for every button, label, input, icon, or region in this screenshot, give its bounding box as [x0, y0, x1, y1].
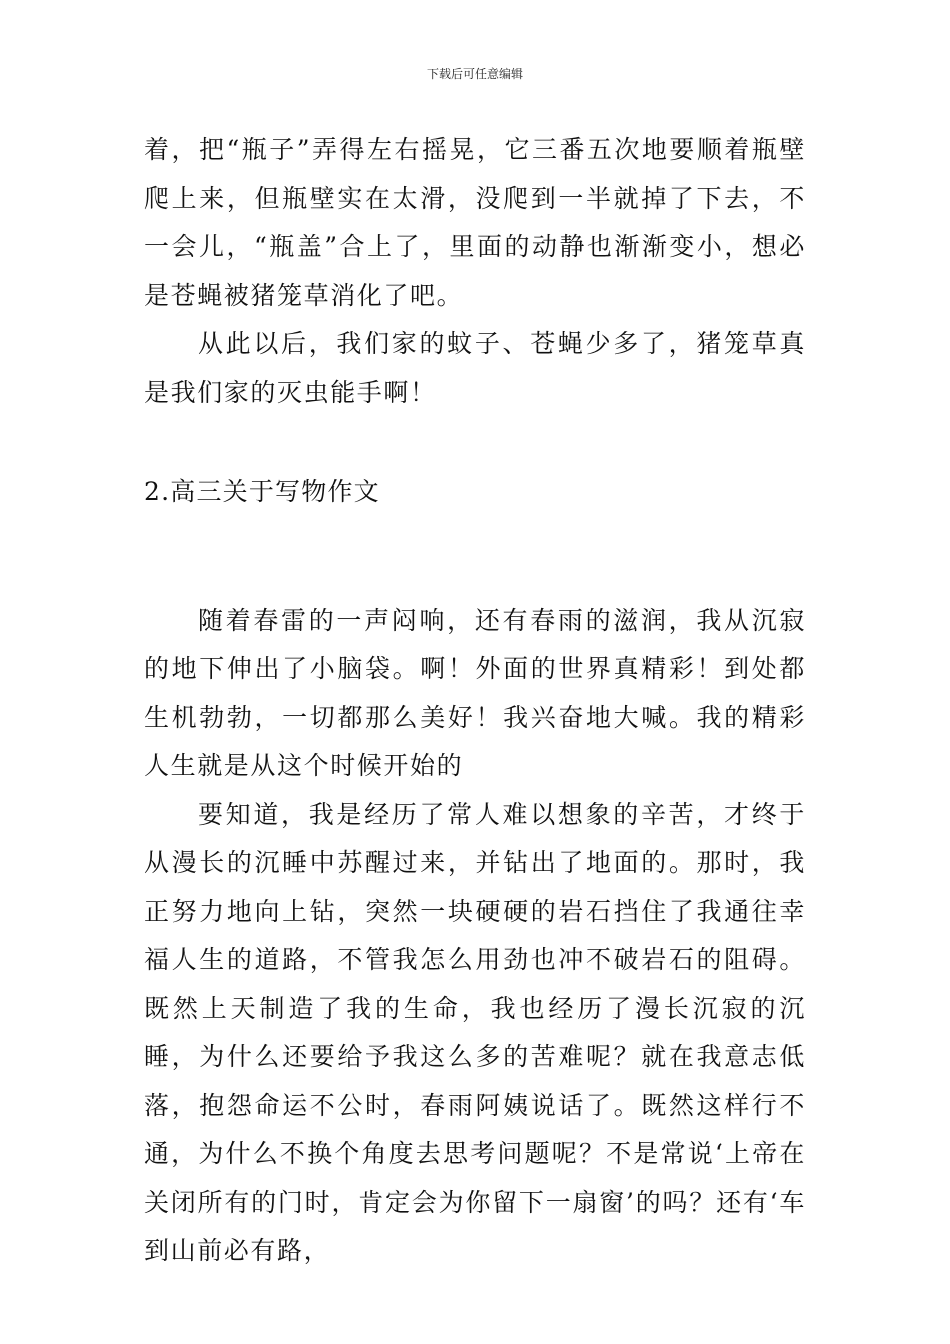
document-body: [144, 126, 806, 1276]
spacer: [144, 417, 806, 468]
section-title: 2.高三关于写物作文: [144, 477, 380, 506]
paragraph-1: 着，把“瓶子”弄得左右摇晃，它三番五次地要顺着瓶壁爬上来，但瓶壁实在太滑，没爬到一半就掉了下去，不一会儿，“瓶盖”合上了，里面的动静也渐渐变小，想必是苍蝇被猪笼草消化了吧。: [144, 135, 806, 310]
page-header-note: 下载后可任意编辑: [426, 67, 523, 81]
paragraph-4: 要知道，我是经历了常人难以想象的辛苦，才终于从漫长的沉睡中苏醒过来，并钻出了地面的。那时，我正努力地向上钻，突然一块硬硬的岩石挡住了我通往幸福人生的道路，不管我怎么用劲也冲不破岩石的阻碍。既然上天制造了我的生命，我也经历了漫长沉寂的沉睡，为什么还要给予我这么多的苦难呢？就在我意志低落，抱怨命运不公时，春雨阿姨说话了。既然这样行不通，为什么不换个角度去思考问题呢？不是常说‘上帝在关闭所有的门时，肯定会为你留下一扇窗’的吗？还有‘车到山前必有路，: [144, 799, 806, 1265]
spacer: [144, 517, 806, 597]
paragraph-3: 随着春雷的一声闷响，还有春雨的滋润，我从沉寂的地下伸出了小脑袋。啊！外面的世界真精彩！到处都生机勃勃，一切都那么美好！我兴奋地大喊。我的精彩人生就是从这个时候开始的: [144, 605, 806, 780]
paragraph-2: 从此以后，我们家的蚊子、苍蝇少多了，猪笼草真是我们家的灭虫能手啊！: [144, 329, 806, 407]
